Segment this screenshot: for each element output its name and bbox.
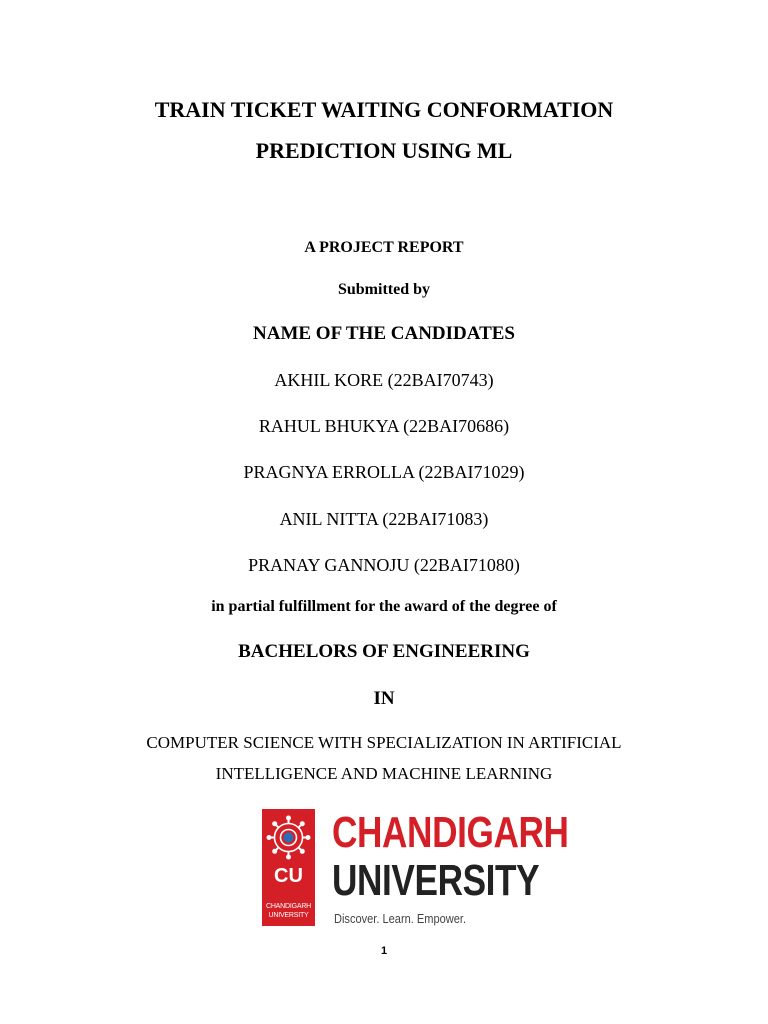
specialization-line-2: INTELLIGENCE AND MACHINE LEARNING [215,764,553,783]
degree: BACHELORS OF ENGINEERING [238,641,530,662]
logo-tagline: Discover. Learn. Empower. [334,911,467,926]
candidate-name: AKHIL KORE (22BAI70743) [274,370,494,390]
candidate-name: ANIL NITTA (22BAI71083) [279,509,489,529]
emblem-icon [266,815,311,860]
candidate-name: PRANAY GANNOJU (22BAI71080) [248,555,520,575]
specialization-line-1: COMPUTER SCIENCE WITH SPECIALIZATION IN ARTIFICIAL [146,733,622,752]
logo-badge-caption-line-2: UNIVERSITY [268,912,309,919]
in-label: IN [373,688,395,709]
logo-badge [262,809,315,926]
page-number: 1 [380,945,388,957]
submitted-by: Submitted by [337,281,431,298]
candidates-heading: NAME OF THE CANDIDATES [253,323,515,344]
report-type: A PROJECT REPORT [304,239,464,256]
logo-wordmark-university: UNIVERSITY [332,856,540,905]
title-line-2: PREDICTION USING ML [255,138,513,163]
candidate-name: RAHUL BHUKYA (22BAI70686) [258,416,510,436]
logo-badge-caption [262,902,315,920]
fulfillment-text: in partial fulfillment for the award of the degree of [211,598,557,615]
title-line-1: TRAIN TICKET WAITING CONFORMATION [154,97,614,122]
logo-badge-caption-line-1: CHANDIGARH [265,903,312,910]
logo-cu-text: CU [274,865,303,887]
university-logo [262,808,569,929]
logo-wordmark-chandigarh: CHANDIGARH [332,808,569,857]
candidate-name: PRAGNYA ERROLLA (22BAI71029) [243,462,525,482]
